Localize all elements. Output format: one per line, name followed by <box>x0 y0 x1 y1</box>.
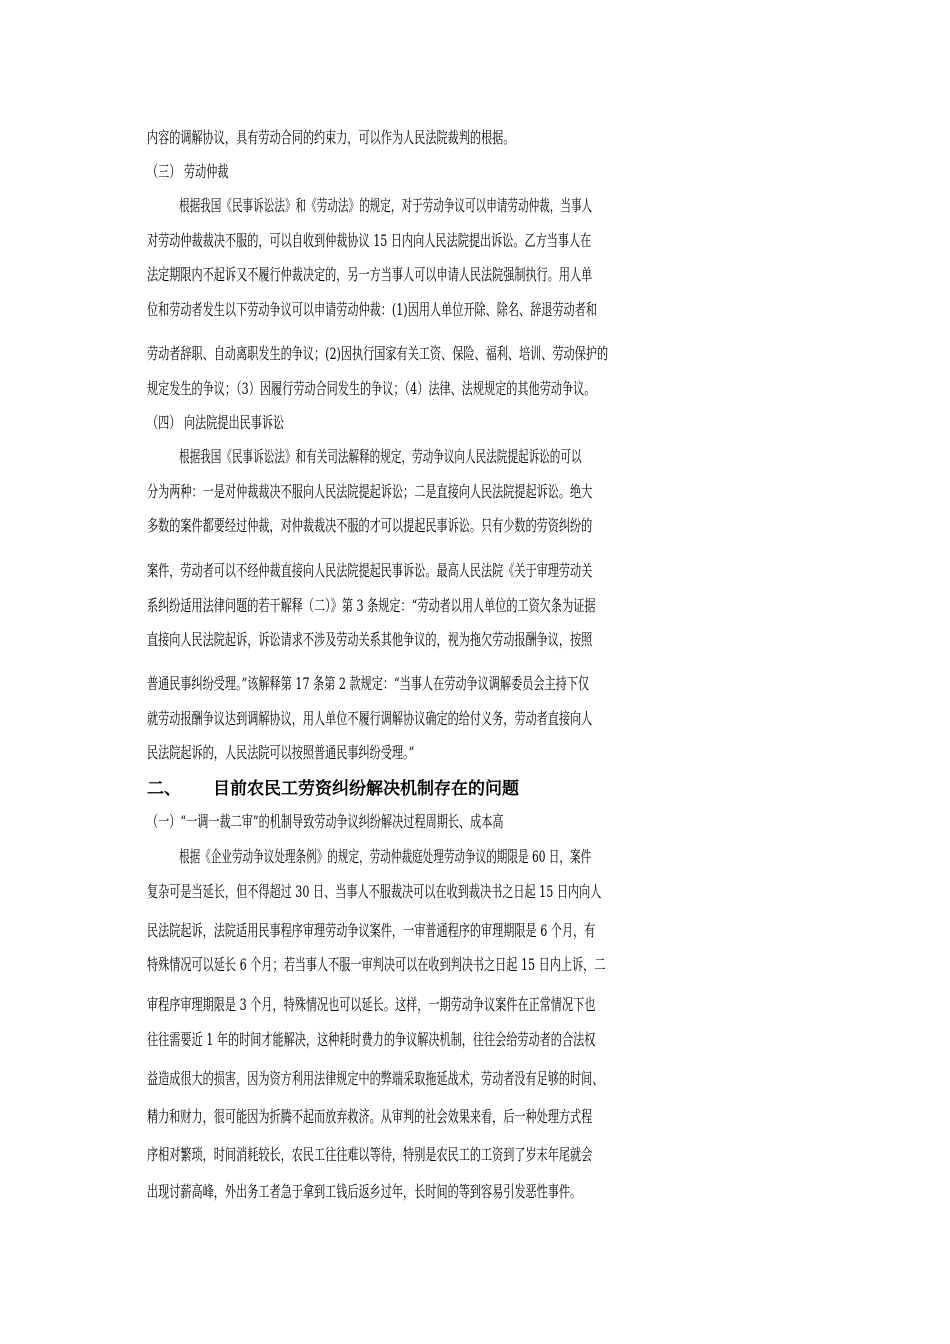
paragraph-line: 益造成很大的损害，因为资方利用法律规定中的弊端采取拖延战术，劳动者没有足够的时间、 <box>147 1069 604 1088</box>
paragraph-line: 分为两种：一是对仲裁裁决不服向人民法院提起诉讼；二是直接向人民法院提起诉讼。绝大 <box>147 482 593 501</box>
paragraph-line: 多数的案件都要经过仲裁，对仲裁裁决不服的才可以提起民事诉讼。只有少数的劳资纠纷的 <box>147 516 593 535</box>
paragraph-line: 内容的调解协议，具有劳动合同的约束力，可以作为人民法院裁判的根据。 <box>147 128 515 147</box>
paragraph-line: 劳动者辞职、自动离职发生的争议；(2)因执行国家有关工资、保险、福利、培训、劳动保护的 <box>147 344 609 363</box>
paragraph-line: 根据《企业劳动争议处理条例》的规定，劳动仲裁庭处理劳动争议的期限是 60 日，案件 <box>179 847 592 866</box>
paragraph-line: 往往需要近 1 年的时间才能解决，这种耗时费力的争议解决机制，往往会给劳动者的合法权 <box>147 1030 596 1049</box>
paragraph-line: 根据我国《民事诉讼法》和《劳动法》的规定，对于劳动争议可以申请劳动仲裁，当事人 <box>179 196 593 215</box>
paragraph-line: 民法院起诉的，人民法院可以按照普通民事纠纷受理。” <box>147 743 415 762</box>
subsection-heading-4: （四） 向法院提出民事诉讼 <box>147 413 285 432</box>
paragraph-line: 出现讨薪高峰，外出务工者急于拿到工钱后返乡过年，长时间的等到容易引发恶性事件。 <box>147 1182 582 1201</box>
section-heading-2 <box>147 778 827 800</box>
paragraph-line: 普通民事纠纷受理。”该解释第 17 条第 2 款规定：“当事人在劳动争议调解委员会主持下仅 <box>147 674 590 693</box>
section-number: 二、 <box>147 779 181 799</box>
paragraph-line: 审程序审理期限是 3 个月，特殊情况也可以延长。这样，一期劳动争议案件在正常情况下也 <box>147 995 596 1014</box>
paragraph-line: 复杂可是当延长，但不得超过 30 日、当事人不服裁决可以在收到裁决书之日起 15 日内向人 <box>147 882 602 901</box>
paragraph-line: 对劳动仲裁裁决不服的，可以自收到仲裁协议 15 日内向人民法院提出诉讼。乙方当事人在 <box>147 231 592 250</box>
paragraph-line: 位和劳动者发生以下劳动争议可以申请劳动仲裁：(1)因用人单位开除、除名、辞退劳动者和 <box>147 300 597 319</box>
paragraph-line: 民法院起诉，法院适用民事程序审理劳动争议案件，一审普通程序的审理期限是 6 个月，有 <box>147 921 596 940</box>
paragraph-line: 规定发生的争议；（3）因履行劳动合同发生的争议；（4）法律、法规规定的其他劳动争议。 <box>147 379 596 398</box>
paragraph-line: 法定期限内不起诉又不履行仲裁决定的，另一方当事人可以申请人民法院强制执行。用人单 <box>147 265 593 284</box>
paragraph-line: 案件，劳动者可以不经仲裁直接向人民法院提起民事诉讼。最高人民法院《关于审理劳动关 <box>147 561 593 580</box>
paragraph-line: 直接向人民法院起诉，诉讼请求不涉及劳动关系其他争议的，视为拖欠劳动报酬争议，按照 <box>147 630 593 649</box>
paragraph-line: 精力和财力，很可能因为折腾不起而放弃救济。从审判的社会效果来看，后一种处理方式程 <box>147 1107 593 1126</box>
paragraph-line: 系纠纷适用法律问题的若干解释（二）》第 3 条规定：“劳动者以用人单位的工资欠条为证据 <box>147 596 596 615</box>
subsection-heading-3: （三） 劳动仲裁 <box>147 162 229 181</box>
paragraph-line: 根据我国《民事诉讼法》和有关司法解释的规定，劳动争议向人民法院提起诉讼的可以 <box>179 447 582 466</box>
paragraph-line: 就劳动报酬争议达到调解协议，用人单位不履行调解协议确定的给付义务，劳动者直接向人 <box>147 709 593 728</box>
subsection-heading-1: （一）“一调一裁二审”的机制导致劳动争议纠纷解决过程周期长、成本高 <box>147 812 504 831</box>
paragraph-line: 特殊情况可以延长 6 个月；若当事人不服一审判决可以在收到判决书之日起 15 日内上诉，二 <box>147 955 606 974</box>
paragraph-line: 序相对繁琐，时间消耗较长，农民工往往难以等待，特别是农民工的工资到了岁末年尾就会 <box>147 1145 593 1164</box>
section-title: 目前农民工劳资纠纷解决机制存在的问题 <box>213 779 519 799</box>
